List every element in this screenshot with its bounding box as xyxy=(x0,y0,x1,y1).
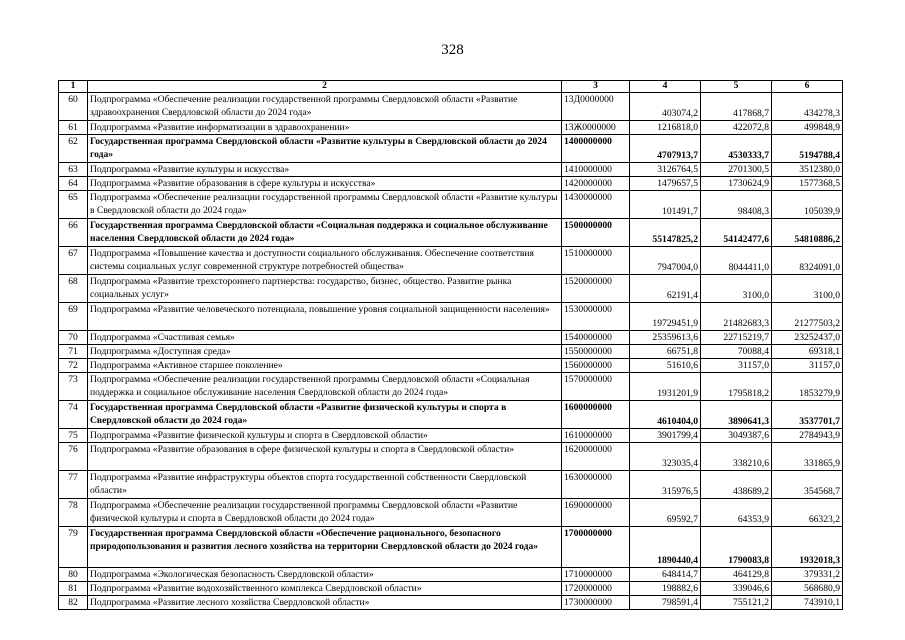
row-code-cell: 1610000000 xyxy=(562,429,630,443)
row-code-cell: 1560000000 xyxy=(562,359,630,373)
row-value-col4: 1931201,9 xyxy=(630,373,701,401)
table-row xyxy=(59,191,843,219)
row-title-cell: Государственная программа Свердловской области «Социальная поддержка и социальное обслуживание населения Свердловской области до 2024 года» xyxy=(88,219,562,247)
row-value-col5: 54142477,6 xyxy=(701,219,772,247)
table-row xyxy=(59,401,843,429)
row-value-col6: 1853279,9 xyxy=(772,373,843,401)
row-code-cell: 1700000000 xyxy=(562,527,630,568)
row-value-col5: 755121,2 xyxy=(701,596,772,610)
row-value-col4: 25359613,6 xyxy=(630,331,701,345)
table-row xyxy=(59,582,843,596)
row-value-col4: 62191,4 xyxy=(630,275,701,303)
row-value-col4: 198882,6 xyxy=(630,582,701,596)
row-value-col5: 339046,6 xyxy=(701,582,772,596)
row-number-cell: 61 xyxy=(59,121,88,135)
row-number-cell: 63 xyxy=(59,163,88,177)
row-code-cell: 1600000000 xyxy=(562,401,630,429)
row-code-cell: 1550000000 xyxy=(562,345,630,359)
row-value-col6: 5194788,4 xyxy=(772,135,843,163)
row-code-cell: 1570000000 xyxy=(562,373,630,401)
row-code-cell: 1710000000 xyxy=(562,568,630,582)
row-value-col6: 434278,3 xyxy=(772,93,843,121)
row-value-col5: 1730624,9 xyxy=(701,177,772,191)
row-value-col5: 438689,2 xyxy=(701,471,772,499)
table-row xyxy=(59,373,843,401)
header-cell: 5 xyxy=(701,81,772,93)
row-code-cell: 1630000000 xyxy=(562,471,630,499)
row-value-col4: 7947004,0 xyxy=(630,247,701,275)
header-cell: 3 xyxy=(562,81,630,93)
row-code-cell: 1620000000 xyxy=(562,443,630,471)
table-row xyxy=(59,303,843,331)
row-value-col5: 21482683,3 xyxy=(701,303,772,331)
row-value-col6: 354568,7 xyxy=(772,471,843,499)
row-value-col4: 323035,4 xyxy=(630,443,701,471)
row-value-col4: 69592,7 xyxy=(630,499,701,527)
row-value-col4: 1216818,0 xyxy=(630,121,701,135)
row-title-cell: Подпрограмма «Обеспечение реализации государственной программы Свердловской области «Развитие культуры в Свердловской области до 2024 года» xyxy=(88,191,562,219)
row-code-cell: 1430000000 xyxy=(562,191,630,219)
row-code-cell: 1720000000 xyxy=(562,582,630,596)
row-value-col6: 499848,9 xyxy=(772,121,843,135)
row-value-col5: 3049387,6 xyxy=(701,429,772,443)
row-title-cell: Подпрограмма «Счастливая семья» xyxy=(88,331,562,345)
row-title-cell: Подпрограмма «Развитие лесного хозяйства Свердловской области» xyxy=(88,596,562,610)
row-number-cell: 64 xyxy=(59,177,88,191)
row-title-cell: Государственная программа Свердловской области «Обеспечение рационального, безопасного природопользования и развития лесного хозяйства на территории Свердловской области до 2024 года» xyxy=(88,527,562,568)
table-row xyxy=(59,359,843,373)
table-row xyxy=(59,93,843,121)
row-value-col5: 8044411,0 xyxy=(701,247,772,275)
row-number-cell: 72 xyxy=(59,359,88,373)
row-code-cell: 1400000000 xyxy=(562,135,630,163)
row-value-col4: 798591,4 xyxy=(630,596,701,610)
row-number-cell: 62 xyxy=(59,135,88,163)
header-cell: 2 xyxy=(88,81,562,93)
row-code-cell: 1530000000 xyxy=(562,303,630,331)
row-number-cell: 65 xyxy=(59,191,88,219)
row-number-cell: 78 xyxy=(59,499,88,527)
row-number-cell: 74 xyxy=(59,401,88,429)
row-title-cell: Подпрограмма «Развитие инфраструктуры объектов спорта государственной собственности Свердловской области» xyxy=(88,471,562,499)
row-code-cell: 1410000000 xyxy=(562,163,630,177)
row-code-cell: 1690000000 xyxy=(562,499,630,527)
row-value-col4: 3126764,5 xyxy=(630,163,701,177)
row-value-col6: 379331,2 xyxy=(772,568,843,582)
row-value-col6: 8324091,0 xyxy=(772,247,843,275)
table-row xyxy=(59,568,843,582)
row-value-col4: 19729451,9 xyxy=(630,303,701,331)
header-cell: 1 xyxy=(59,81,88,93)
row-title-cell: Подпрограмма «Экологическая безопасность Свердловской области» xyxy=(88,568,562,582)
header-cell: 4 xyxy=(630,81,701,93)
row-code-cell: 1500000000 xyxy=(562,219,630,247)
table-row xyxy=(59,429,843,443)
row-title-cell: Государственная программа Свердловской области «Развитие культуры в Свердловской области до 2024 года» xyxy=(88,135,562,163)
row-value-col6: 568680,9 xyxy=(772,582,843,596)
row-number-cell: 69 xyxy=(59,303,88,331)
row-title-cell: Подпрограмма «Развитие информатизации в здравоохранении» xyxy=(88,121,562,135)
row-value-col5: 3100,0 xyxy=(701,275,772,303)
row-value-col5: 4530333,7 xyxy=(701,135,772,163)
table-row xyxy=(59,499,843,527)
row-value-col6: 3100,0 xyxy=(772,275,843,303)
row-number-cell: 68 xyxy=(59,275,88,303)
table-row xyxy=(59,596,843,610)
row-code-cell: 1730000000 xyxy=(562,596,630,610)
row-number-cell: 79 xyxy=(59,527,88,568)
row-number-cell: 67 xyxy=(59,247,88,275)
row-value-col6: 2784943,9 xyxy=(772,429,843,443)
table-row xyxy=(59,331,843,345)
row-number-cell: 71 xyxy=(59,345,88,359)
row-value-col6: 66323,2 xyxy=(772,499,843,527)
table-row xyxy=(59,247,843,275)
table-row xyxy=(59,527,843,568)
row-number-cell: 70 xyxy=(59,331,88,345)
table-row xyxy=(59,345,843,359)
row-title-cell: Подпрограмма «Обеспечение реализации государственной программы Свердловской области «Развитие здравоохранения Свердловской области до 2024 года» xyxy=(88,93,562,121)
row-value-col5: 417868,7 xyxy=(701,93,772,121)
row-title-cell: Подпрограмма «Обеспечение реализации государственной программы Свердловской области «Социальная поддержка и социальное обслуживание населения Свердловской области до 2024 года» xyxy=(88,373,562,401)
row-title-cell: Подпрограмма «Развитие физической культуры и спорта в Свердловской области» xyxy=(88,429,562,443)
row-title-cell: Подпрограмма «Повышение качества и доступности социального обслуживания. Обеспечение соответствия системы социальных услуг современной структуре потребностей общества» xyxy=(88,247,562,275)
row-value-col4: 648414,7 xyxy=(630,568,701,582)
row-title-cell: Подпрограмма «Доступная среда» xyxy=(88,345,562,359)
row-title-cell: Подпрограмма «Развитие человеческого потенциала, повышение уровня социальной защищенности населения» xyxy=(88,303,562,331)
row-title-cell: Подпрограмма «Развитие водохозяйственного комплекса Свердловской области» xyxy=(88,582,562,596)
row-title-cell: Подпрограмма «Развитие трехстороннего партнерства: государство, бизнес, общество. Развитие рынка социальных услуг» xyxy=(88,275,562,303)
row-value-col4: 101491,7 xyxy=(630,191,701,219)
row-value-col4: 51610,6 xyxy=(630,359,701,373)
row-code-cell: 1510000000 xyxy=(562,247,630,275)
row-value-col5: 64353,9 xyxy=(701,499,772,527)
row-value-col5: 31157,0 xyxy=(701,359,772,373)
row-value-col5: 3890641,3 xyxy=(701,401,772,429)
row-title-cell: Государственная программа Свердловской области «Развитие физической культуры и спорта в Свердловской области до 2024 года» xyxy=(88,401,562,429)
row-value-col4: 403074,2 xyxy=(630,93,701,121)
row-value-col4: 1890440,4 xyxy=(630,527,701,568)
row-value-col6: 31157,0 xyxy=(772,359,843,373)
row-number-cell: 81 xyxy=(59,582,88,596)
budget-table xyxy=(58,80,843,610)
table-row xyxy=(59,163,843,177)
row-value-col4: 66751,8 xyxy=(630,345,701,359)
row-value-col6: 3537701,7 xyxy=(772,401,843,429)
page-number: 328 xyxy=(441,42,464,58)
table-row xyxy=(59,443,843,471)
row-value-col6: 105039,9 xyxy=(772,191,843,219)
row-number-cell: 66 xyxy=(59,219,88,247)
row-title-cell: Подпрограмма «Развитие образования в сфере культуры и искусства» xyxy=(88,177,562,191)
row-number-cell: 82 xyxy=(59,596,88,610)
row-code-cell: 13Д0000000 xyxy=(562,93,630,121)
table-row xyxy=(59,121,843,135)
row-title-cell: Подпрограмма «Развитие культуры и искусства» xyxy=(88,163,562,177)
row-value-col5: 1790083,8 xyxy=(701,527,772,568)
row-value-col5: 1795818,2 xyxy=(701,373,772,401)
row-value-col5: 338210,6 xyxy=(701,443,772,471)
table-row xyxy=(59,219,843,247)
table-row xyxy=(59,275,843,303)
row-value-col6: 3512380,0 xyxy=(772,163,843,177)
row-value-col6: 21277503,2 xyxy=(772,303,843,331)
row-value-col4: 3901799,4 xyxy=(630,429,701,443)
table-row xyxy=(59,177,843,191)
row-value-col5: 422072,8 xyxy=(701,121,772,135)
row-value-col6: 69318,1 xyxy=(772,345,843,359)
row-value-col6: 331865,9 xyxy=(772,443,843,471)
table-row xyxy=(59,135,843,163)
row-number-cell: 73 xyxy=(59,373,88,401)
row-number-cell: 60 xyxy=(59,93,88,121)
row-number-cell: 76 xyxy=(59,443,88,471)
row-value-col5: 70088,4 xyxy=(701,345,772,359)
row-value-col5: 464129,8 xyxy=(701,568,772,582)
row-code-cell: 13Ж0000000 xyxy=(562,121,630,135)
row-number-cell: 75 xyxy=(59,429,88,443)
table-row xyxy=(59,471,843,499)
row-value-col6: 1577368,5 xyxy=(772,177,843,191)
row-value-col5: 2701300,5 xyxy=(701,163,772,177)
row-value-col5: 22715219,7 xyxy=(701,331,772,345)
table-header-row xyxy=(59,81,843,93)
row-value-col5: 98408,3 xyxy=(701,191,772,219)
row-value-col4: 1479657,5 xyxy=(630,177,701,191)
header-cell: 6 xyxy=(772,81,843,93)
row-value-col6: 54810886,2 xyxy=(772,219,843,247)
row-number-cell: 77 xyxy=(59,471,88,499)
row-value-col4: 4610404,0 xyxy=(630,401,701,429)
row-value-col4: 4707913,7 xyxy=(630,135,701,163)
row-value-col4: 55147825,2 xyxy=(630,219,701,247)
row-title-cell: Подпрограмма «Обеспечение реализации государственной программы Свердловской области «Развитие физической культуры и спорта в Свердловской области до 2024 года» xyxy=(88,499,562,527)
row-title-cell: Подпрограмма «Развитие образования в сфере физической культуры и спорта в Свердловской области» xyxy=(88,443,562,471)
row-code-cell: 1420000000 xyxy=(562,177,630,191)
row-value-col6: 23252437,0 xyxy=(772,331,843,345)
row-number-cell: 80 xyxy=(59,568,88,582)
row-value-col4: 315976,5 xyxy=(630,471,701,499)
row-value-col6: 1932018,3 xyxy=(772,527,843,568)
row-code-cell: 1540000000 xyxy=(562,331,630,345)
row-title-cell: Подпрограмма «Активное старшее поколение» xyxy=(88,359,562,373)
row-value-col6: 743910,1 xyxy=(772,596,843,610)
row-code-cell: 1520000000 xyxy=(562,275,630,303)
